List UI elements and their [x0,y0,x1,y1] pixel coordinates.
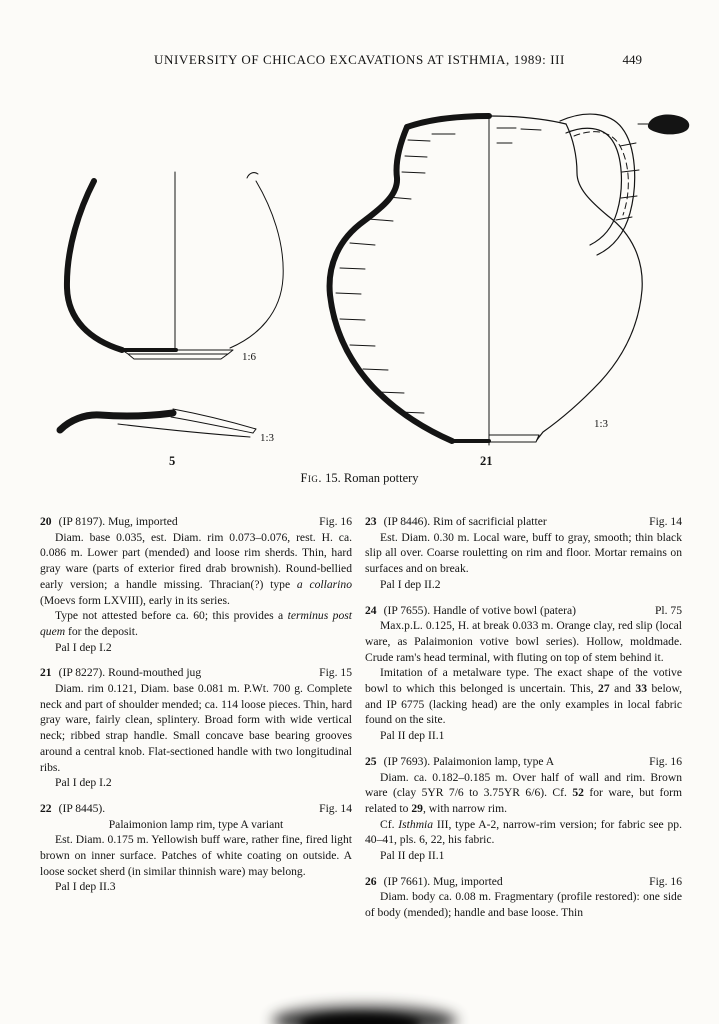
entry-paragraph: Diam. ca. 0.182–0.185 m. Over half of wall and rim. Brown ware (clay 5YR 7/6 to 3.75YR 6/6). Cf. 52 for ware, but form related to 29, with narrow rim. [365,770,682,815]
entry-title: (IP 8445). [58,801,106,815]
entry-heading [365,874,682,890]
entry-title: (IP 7661). Mug, imported [383,874,503,888]
sherd-tip [253,429,256,433]
entry-deposit: Pal I dep II.3 [55,880,116,894]
entry-heading [365,754,682,770]
body-section-profile [330,127,452,441]
sherd-scale-label: 1:3 [260,432,275,444]
entry-title: (IP 7693). Palaimonion lamp, type A [383,754,555,768]
entry-number: 26 [365,874,377,888]
entry-paragraph: Diam. body ca. 0.08 m. Fragmentary (profile restored): one side of body (mended); handle and base loose. Thin [365,890,682,920]
entry-deposit: Pal I dep I.2 [55,640,112,654]
figure-number-5: 5 [169,454,176,468]
entry-number: 22 [40,801,52,815]
handle-restoration-dashes [574,132,628,215]
entry-title: (IP 7655). Handle of votive bowl (patera) [383,603,577,617]
catalogue-text [40,514,682,921]
entry-paragraph: Type not attested before ca. 60; this provides a terminus post quem for the deposit. [40,609,352,638]
figure-number-21: 21 [480,454,493,468]
rim-section [407,116,489,127]
entry-figure-ref: Fig. 15 [319,666,352,680]
section-profile [67,181,122,350]
entry-figure-ref: Fig. 16 [649,874,682,888]
sherd-outline-top [173,409,256,429]
right-column [365,514,682,921]
entry-title: (IP 8197). Mug, imported [58,515,178,528]
base-foot-lines [489,435,539,442]
catalog-entry-24 [365,603,682,744]
entry-paragraph: Diam. base 0.035, est. Diam. rim 0.073–0.076, rest. H. ca. 0.086 m. Lower part (mended) and loose rim sherds. Thin, hard gray ware (parts of exterior fired drab brownish). Round-bellied early version; a handle missing. Thracian(?) type a collarino (Moevs form LXVIII), early in its series. [40,530,352,607]
figure-caption-text: 15. Roman pottery [325,471,419,485]
rim-interior-dashes [432,128,541,143]
entry-heading [40,514,352,530]
figure-caption [0,471,719,486]
entry-heading [40,801,352,817]
catalog-entry-21 [40,665,352,791]
entry-heading [40,665,352,681]
sherd-drawing [60,409,275,444]
entry-number: 24 [365,603,377,617]
catalog-entry-26 [365,874,682,921]
entry-number: 20 [40,515,52,528]
entry-deposit: Pal II dep II.1 [380,849,445,863]
exterior-outline [230,181,283,348]
catalog-entry-22 [40,801,352,895]
sherd-underside-line [118,424,250,437]
entry-number: 25 [365,754,377,768]
entry-deposit: Pal I dep II.2 [380,577,441,591]
entry-title: (IP 8227). Round-mouthed jug [58,666,202,680]
figure-caption-label: Fig. [300,471,323,485]
entry-figure-ref: Fig. 16 [319,515,352,528]
rim-outline [489,116,566,124]
catalog-entry-23 [365,514,682,593]
sherd-section [60,413,173,430]
entry-paragraph: Cf. Isthmia III, type A-2, narrow-rim version; for fabric see pp. 40–41, pls. 6, 22, his fabric. [365,817,682,847]
handle-ridge-ticks [616,143,639,220]
entry-title: (IP 8446). Rim of sacrificial platter [383,515,547,528]
entry-figure-ref: Fig. 14 [649,515,682,528]
wheelmark-ticks [336,140,430,413]
entry-paragraph: Imitation of a metalware type. The exact shape of the votive bowl to which this belonged is uncertain. This, 27 and 33 below, and IP 6775 (lacking head) are the only examples in local fabric found on the site. [365,666,682,727]
entry-figure-ref: Fig. 14 [319,801,352,815]
jug-scale-label: 1:3 [594,418,609,430]
jug-drawing [330,114,690,445]
figure-drawing [0,88,719,470]
running-title: UNIVERSITY OF CHICACO EXCAVATIONS AT ISTHMIA, 1989: III [154,52,565,67]
entry-number: 23 [365,515,377,528]
entry-figure-ref: Pl. 75 [654,603,682,617]
entry-figure-ref: Fig. 16 [649,754,682,768]
entry-paragraph: Est. Diam. 0.175 m. Yellowish buff ware, rather fine, fired light brown on inner surface. Patches of white coating on outside. A loose socket sherd (in similar thinnish ware) may belong. [40,833,352,878]
entry-heading [365,603,682,619]
mug-drawing [67,172,283,363]
left-column [40,514,352,921]
entry-paragraph: Diam. rim 0.121, Diam. base 0.081 m. P.Wt. 700 g. Complete neck and part of shoulder mended; ca. 114 loose pieces. Thin, hard gray ware, fairly clean, splintery. Broad form with wide vertical neck; ribbed strap handle. Small concave base bearing grooves around a central knob. Flat-sectioned handle with two longitudinal ribs. [40,682,352,774]
mug-scale-label: 1:6 [242,351,257,363]
entry-deposit: Pal I dep I.2 [55,776,112,790]
page-header [40,52,679,70]
entry-paragraph: Max.p.L. 0.125, H. at break 0.033 m. Orange clay, red slip (local ware, as Palaimonion votive bowl series). Hollow, moldmade. Crude ram's head terminal, with fluting on top of stem behind it. [365,619,682,664]
page-number: 449 [622,52,642,67]
catalog-entry-25 [365,754,682,864]
handle-section-blob [648,114,689,134]
entry-number: 21 [40,666,52,680]
entry-paragraph: Est. Diam. 0.30 m. Local ware, buff to gray, smooth; thin black slip all over. Coarse rouletting on rim and floor. Mortar remains on surfaces and on break. [365,530,682,576]
rim-outline [247,173,258,178]
entry-subtitle: Palaimonion lamp rim, type A variant [108,817,284,831]
entry-deposit: Pal II dep II.1 [380,729,445,743]
catalog-entry-20 [40,514,352,655]
entry-heading [365,514,682,530]
